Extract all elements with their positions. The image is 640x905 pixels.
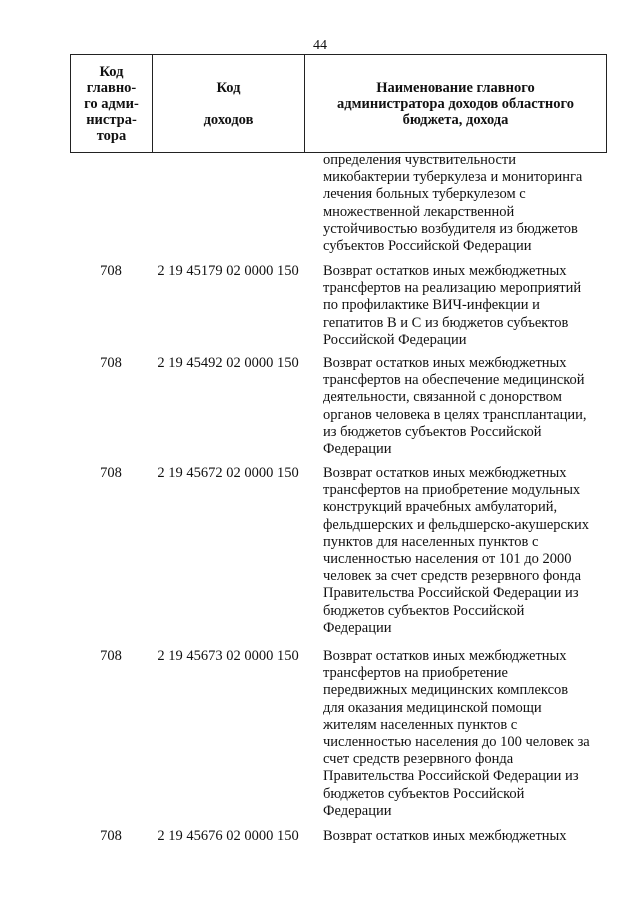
admin-code: 708 [100,465,122,481]
income-code: 2 19 45672 02 0000 150 [157,465,299,481]
income-code: 2 19 45179 02 0000 150 [157,263,299,279]
header-name: Наименование главного администратора доходов областного бюджета, дохода [337,79,574,128]
income-name: Возврат остатков иных межбюджетных трансфертов на реализацию мероприятий по профилактике ВИЧ-инфекции и гепатитов В и С из бюджетов субъектов Российской Федерации [323,263,582,348]
admin-code: 708 [100,828,122,844]
income-code: 2 19 45673 02 0000 150 [157,648,299,664]
admin-code: 708 [100,355,122,371]
income-code: 2 19 45492 02 0000 150 [157,355,299,371]
header-admin-code: Код главно- го адми- нистра- тора [71,55,153,152]
table-header [70,54,607,153]
income-name: Возврат остатков иных межбюджетных трансфертов на обеспечение медицинской деятельности, связанной с донорством органов человека в целях трансплантации, из бюджетов субъектов Российской Федерации [323,355,587,458]
admin-code: 708 [100,263,122,279]
continued-text: определения чувствительности микобактерии туберкулеза и мониторинга лечения больных туберкулезом с множественной лекарственной устойчивостью возбудителя из бюджетов субъектов Российской Федерации [323,152,583,255]
income-name: Возврат остатков иных межбюджетных трансфертов на приобретение модульных конструкций врачебных амбулаторий, фельдшерских и фельдшерско-акушерских пунктов для населенных пунктов с численностью населения от 101 до 2000 человек за счет средств резервного фонда Правительства Российской Федерации из бюджетов субъектов Российской Федерации [323,465,590,636]
income-code: 2 19 45676 02 0000 150 [157,828,299,844]
income-name: Возврат остатков иных межбюджетных [323,828,567,844]
page-number: 44 [313,38,327,53]
income-name: Возврат остатков иных межбюджетных трансфертов на приобретение передвижных медицинских комплексов для оказания медицинской помощи жителям населенных пунктов с численностью населения до 100 человек за счет средств резервного фонда Правительства Российской Федерации из бюджетов субъектов Российской Федерации [323,648,590,819]
header-income-code: Код доходов [153,55,305,152]
admin-code: 708 [100,648,122,664]
